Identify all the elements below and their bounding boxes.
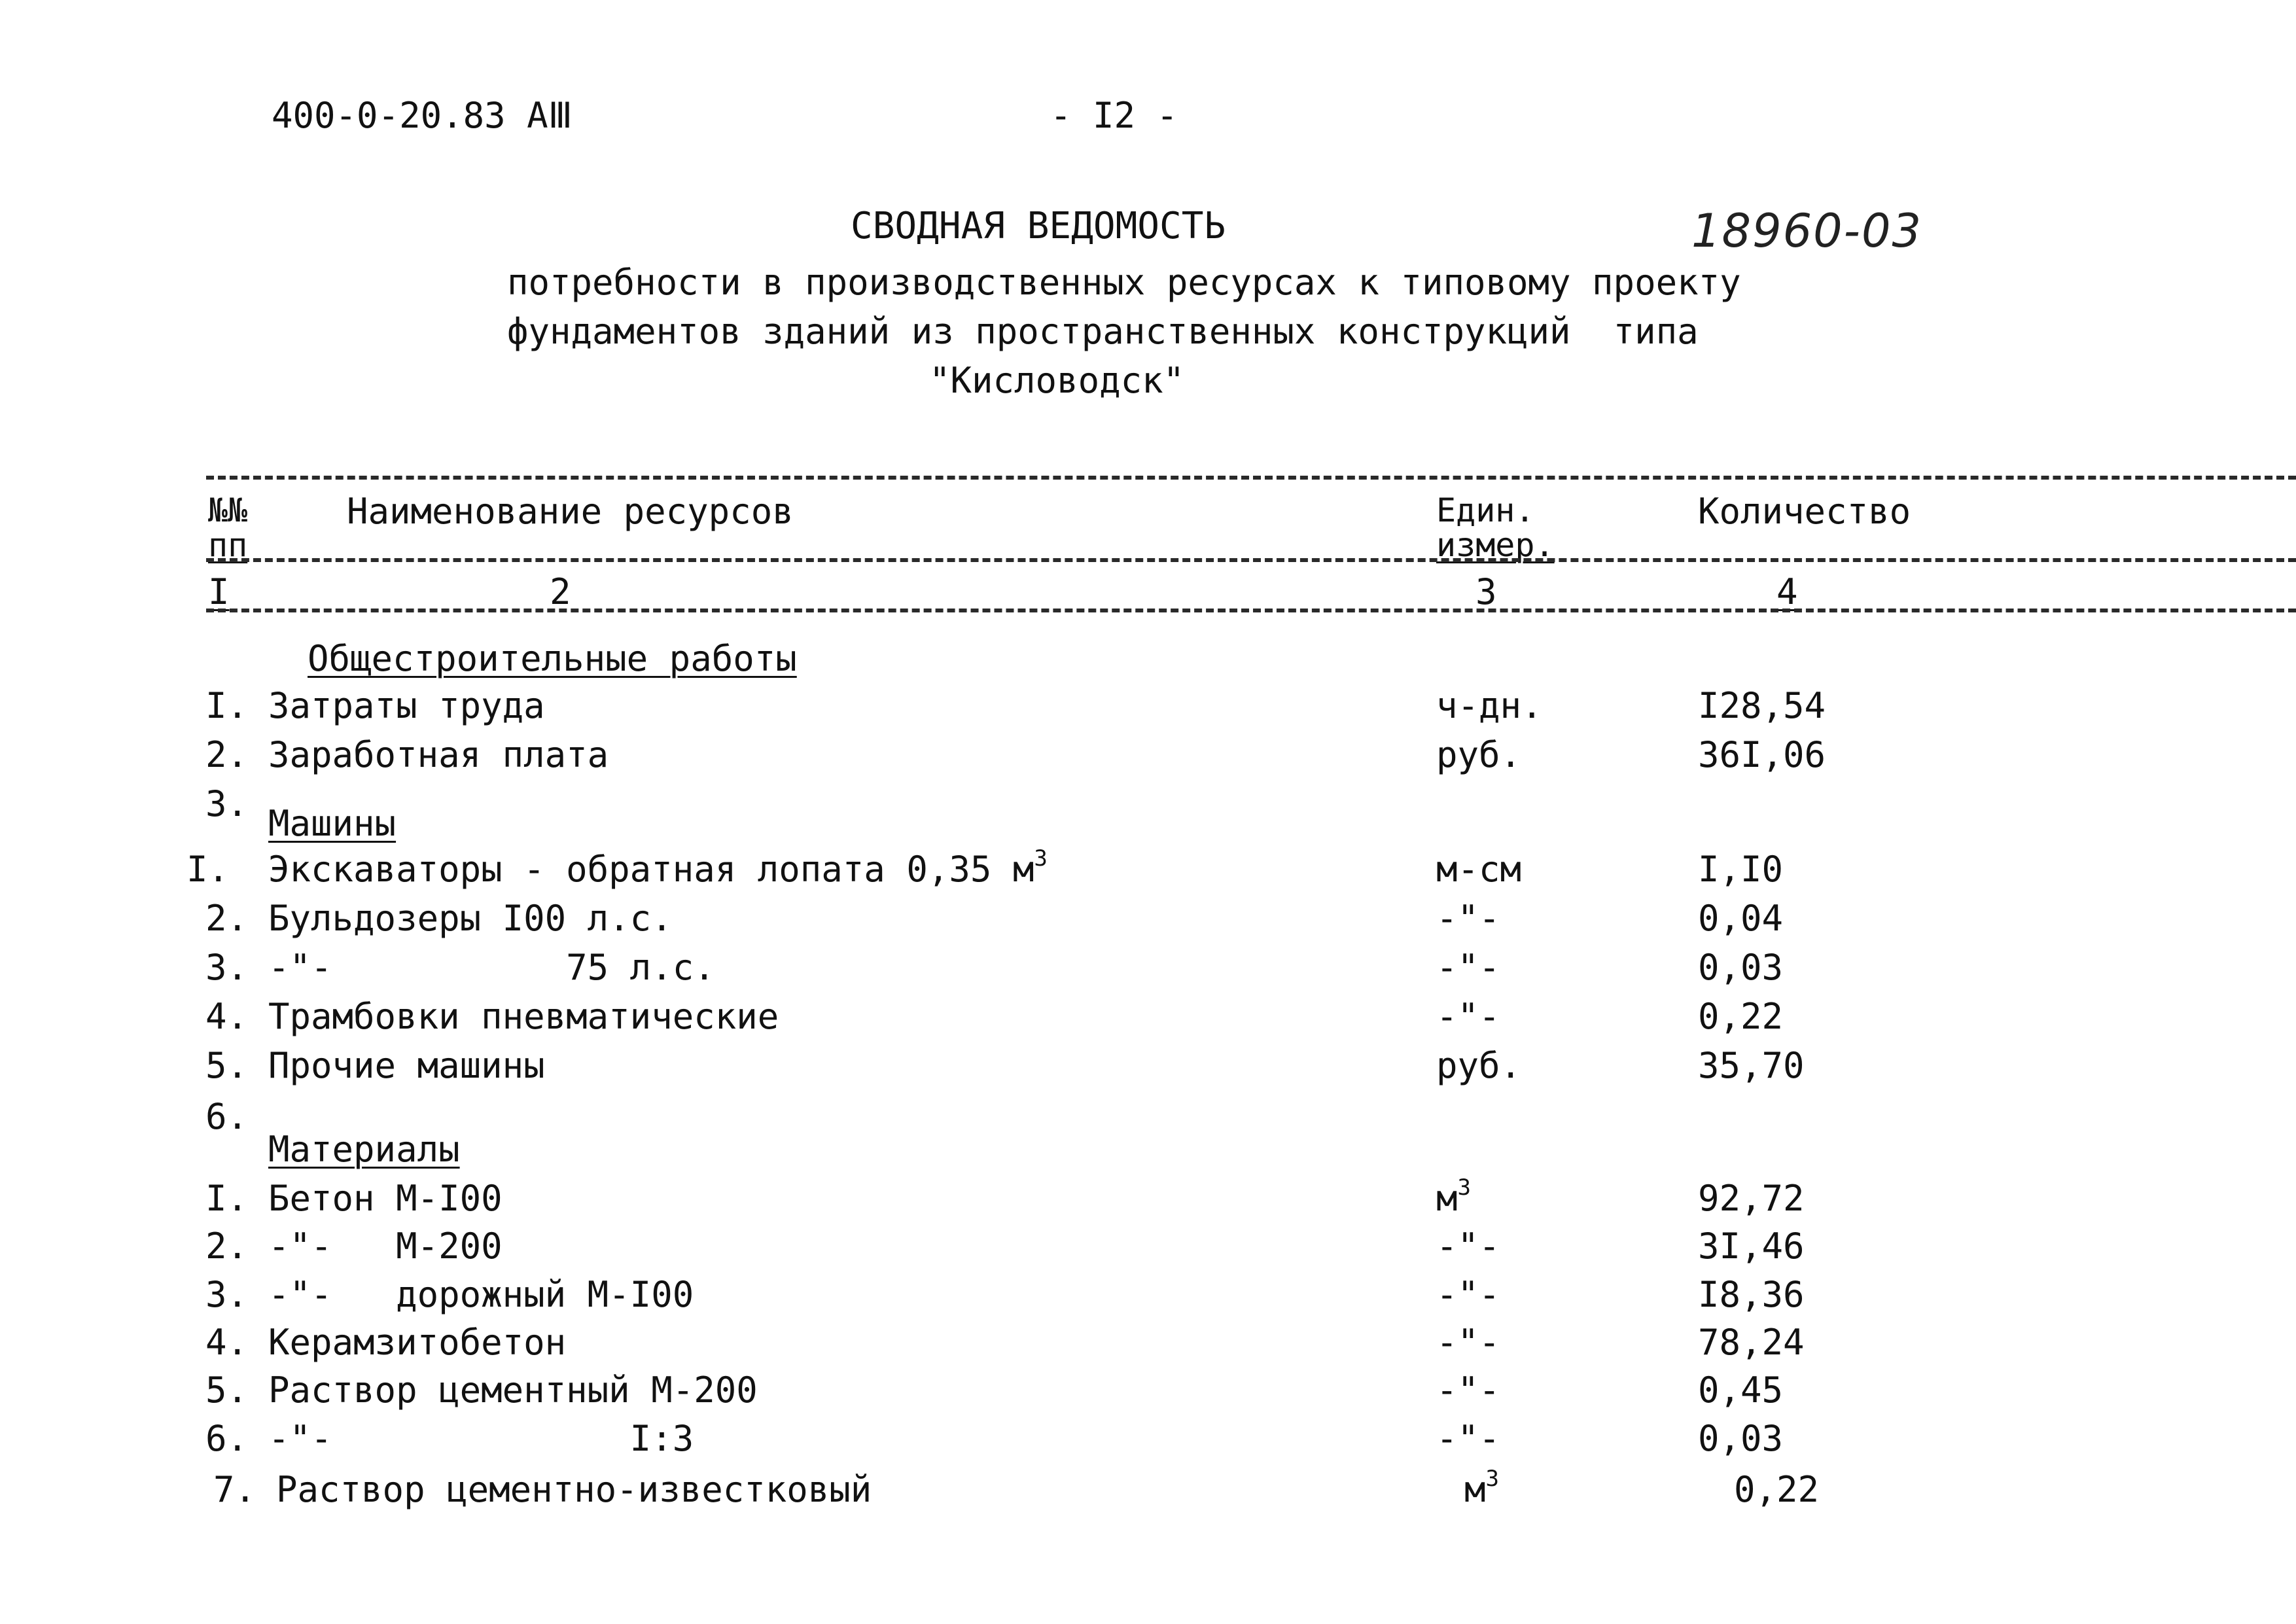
header-unit-line2: измер. — [1436, 526, 1555, 564]
table-row: 6. -"- I:3 -"- 0,03 — [205, 1418, 1784, 1459]
subtitle-line-1: потребности в производственных ресурсах к типовому проекту — [507, 262, 1741, 303]
table-row: I. Бетон М-I00 $м^3$ 92,72 — [205, 1174, 1805, 1219]
table-row: 4. Трамбовки пневматические -"- 0,22 — [205, 996, 1784, 1037]
col-numbers-rule — [206, 609, 2296, 612]
table-row: 4. Керамзитобетон -"- 78,24 — [205, 1322, 1805, 1363]
header-separator-rule — [206, 558, 2296, 562]
col-number-1: I — [208, 571, 230, 612]
section-title-materials: Материалы — [268, 1129, 460, 1170]
header-unit-line1: Един. — [1436, 491, 1535, 529]
table-row: 2. Заработная плата руб. 36I,06 — [205, 734, 1826, 775]
section-title-general: Общестроительные работы — [308, 638, 797, 679]
document-title: СВОДНАЯ ВЕДОМОСТЬ — [851, 205, 1226, 247]
col-number-3: 3 — [1475, 571, 1497, 612]
page-number: - I2 - — [1050, 95, 1178, 136]
col-number-2: 2 — [550, 571, 571, 612]
stamp-number: 18960-03 — [1691, 204, 1923, 258]
table-row: 7. Раствор цементно-известковый $м^3$ 0,22 — [213, 1466, 1820, 1510]
subtitle-line-3: "Кисловодск" — [929, 360, 1185, 401]
table-row: 2. -"- М-200 -"- 3I,46 — [205, 1226, 1805, 1267]
table-row: 5. Прочие машины руб. 35,70 — [205, 1045, 1805, 1086]
table-row: I. Затраты труда ч-дн. I28,54 — [205, 685, 1826, 726]
subtitle-line-2: фундаментов зданий из пространственных конструкций типа — [507, 311, 1699, 352]
table-row: 2. Бульдозеры I00 л.с. -"- 0,04 — [205, 898, 1784, 939]
header-num-line2: пп — [208, 526, 248, 564]
table-row: 5. Раствор цементный М-200 -"- 0,45 — [205, 1369, 1784, 1411]
table-row: I. Экскаваторы - обратная лопата 0,35 $м^3$ м-см I,I0 — [186, 845, 1784, 890]
header-quantity: Количество — [1698, 491, 1911, 532]
table-row: 3. -"- 75 л.с. -"- 0,03 — [205, 947, 1784, 988]
table-top-rule — [206, 476, 2296, 480]
header-name: Наименование ресурсов — [347, 491, 794, 532]
col-number-4: 4 — [1776, 571, 1798, 612]
section-title-machines: Машины — [268, 803, 397, 844]
table-row: 3. -"- дорожный М-I00 -"- I8,36 — [205, 1274, 1805, 1315]
section-number-machines: 3. — [205, 783, 249, 824]
document-code: 400-0-20.83 AⅢ — [272, 95, 573, 136]
section-number-materials: 6. — [205, 1096, 249, 1137]
header-num-line1: №№ — [208, 491, 248, 529]
